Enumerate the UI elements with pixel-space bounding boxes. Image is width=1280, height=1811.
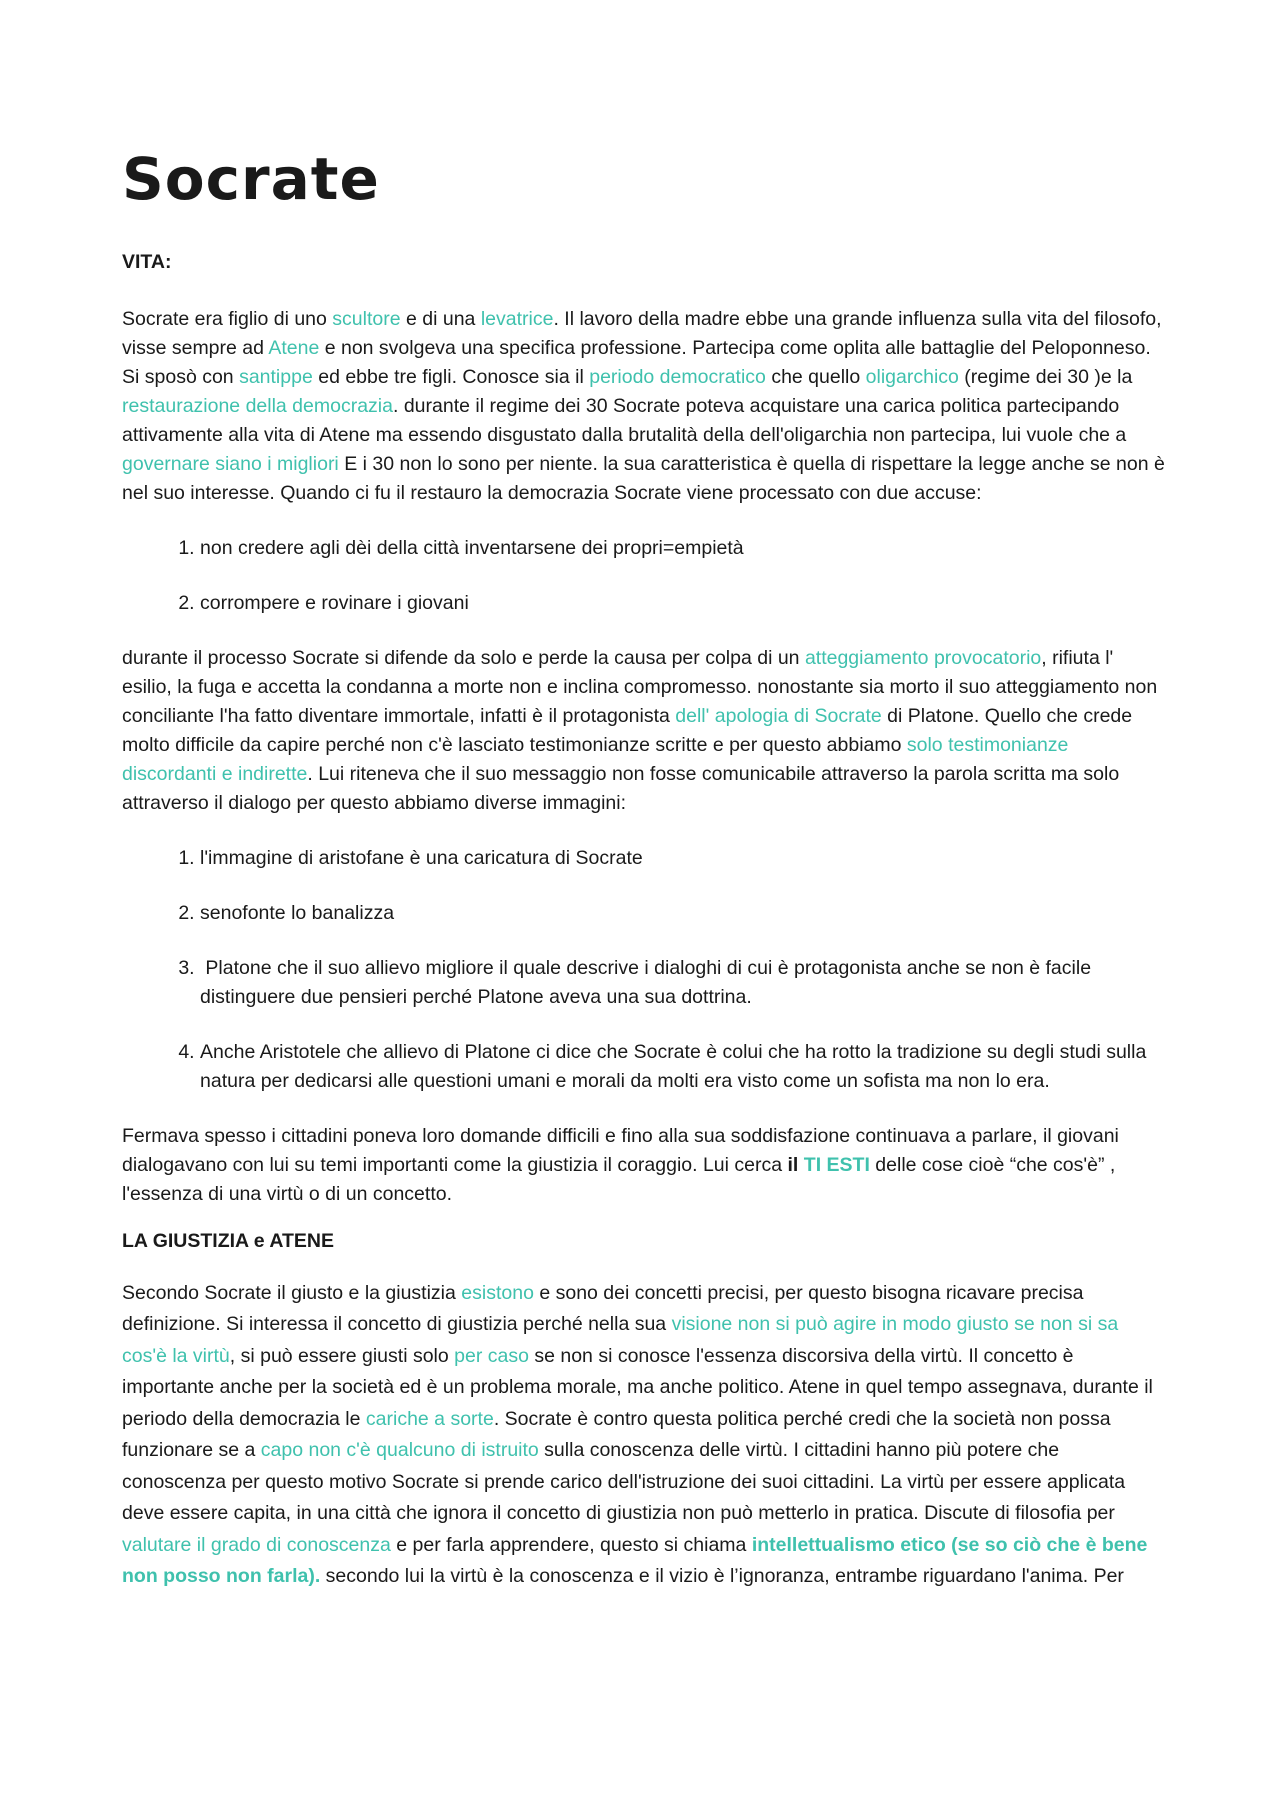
text-run: delle cose cioè “che cos'è” , l'essenza di una virtù o di un concetto. [122, 1153, 1116, 1205]
list-item: 4. Anche Aristotele che allievo di Platone ci dice che Socrate è colui che ha rotto la tradizione su degli studi sulla natura per dedicarsi alle questioni umani e morali da molti era visto come un sofista ma non lo era. [200, 1038, 1168, 1096]
text-run: se non si conosce l'essenza discorsiva della virtù. Il concetto è importante anche per la società ed è un problema morale, ma anche politico. Atene in quel tempo assegnava, durante il periodo della democrazia le [122, 1344, 1153, 1430]
document-title: Socrate [122, 145, 380, 213]
text-run: . Il lavoro della madre ebbe una grande influenza sulla vita del filosofo, visse sempre ad [122, 307, 1162, 359]
text-run: Socrate era figlio di uno [122, 307, 333, 330]
text-run: di Platone. Quello che crede molto difficile da capire perché non c'è lasciato testimonianze scritte e per questo abbiamo [122, 704, 1133, 756]
text-run: e non svolgeva una specifica professione. Partecipa come oplita alle battaglie del Peloponneso. Si sposò con [122, 336, 1151, 388]
list-item: 3. Platone che il suo allievo migliore il quale descrive i dialoghi di cui è protagonista anche se non è facile distinguere due pensieri perché Platone aveva una sua dottrina. [200, 954, 1168, 1012]
text-run: E i 30 non lo sono per niente. la sua caratteristica è quella di rispettare la legge anche se non è nel suo interesse. Quando ci fu il restauro la democrazia Socrate viene processato con due accuse: [122, 452, 1165, 504]
immagini-list [122, 844, 1168, 1096]
highlight-text: per caso [454, 1344, 529, 1367]
highlight-text: periodo democratico [589, 365, 766, 388]
text-run: secondo lui la virtù è la conoscenza e il vizio è l’ignoranza, entrambe riguardano l'anima. Per [320, 1565, 1124, 1588]
highlight-text: restaurazione della democrazia [122, 394, 393, 417]
highlight-text: oligarchico [865, 365, 959, 388]
section-heading-vita: VITA: [122, 250, 172, 273]
text-run: . Socrate è contro questa politica perché credi che la società non possa funzionare se a [122, 1407, 1111, 1462]
text-run: e di una [400, 307, 481, 330]
text-run: . durante il regime dei 30 Socrate poteva acquistare una carica politica partecipando attivamente alla vita di Atene ma essendo disgustato dalla brutalità della dell'oligarchia non partecipa, lui vuole che a [122, 394, 1127, 446]
text-run: sulla conoscenza delle virtù. I cittadini hanno più potere che conoscenza per questo motivo Socrate si prende carico dell'istruzione dei suoi cittadini. La virtù per essere applicata deve essere capita, in una città che ignora il concetto di giustizia non può metterlo in pratica. Discute di filosofia per [122, 1439, 1126, 1525]
section-heading-giustizia: LA GIUSTIZIA e ATENE [122, 1229, 334, 1252]
text-run: Fermava spesso i cittadini poneva loro domande difficili e fino alla sua soddisfazione continuava a parlare, il giovani dialogavano con lui su temi importanti come la giustizia il coraggio. Lui cerca [122, 1124, 1119, 1176]
highlight-bold-text: intellettualismo etico (se so ciò che è bene non posso non farla). [122, 1533, 1148, 1588]
bold-text: il [787, 1153, 799, 1176]
accuse-list [122, 534, 1168, 618]
paragraph-giustizia [122, 1278, 1168, 1593]
list-item: 2. senofonte lo banalizza [200, 899, 1168, 928]
highlight-text: levatrice [480, 307, 554, 330]
paragraph-vita [122, 305, 1168, 508]
paragraph-ti-esti [122, 1122, 1168, 1209]
highlight-text: dell' apologia di Socrate [675, 704, 882, 727]
text-run: Secondo Socrate il giusto e la giustizia [122, 1281, 462, 1304]
paragraph-processo [122, 644, 1168, 818]
highlight-text: atteggiamento provocatorio [804, 646, 1042, 669]
highlight-text: Atene [268, 336, 320, 359]
list-item: 1. non credere agli dèi della città inventarsene dei propri=empietà [200, 534, 1168, 563]
highlight-text: governare siano i migliori [122, 452, 339, 475]
text-run: . Lui riteneva che il suo messaggio non fosse comunicabile attraverso la parola scritta ma solo attraverso il dialogo per questo abbiamo diverse immagini: [122, 762, 1120, 814]
highlight-text: solo testimonianze discordanti e indirette [122, 733, 1069, 785]
highlight-text: capo non c'è qualcuno di istruito [260, 1439, 539, 1462]
list-item: 2. corrompere e rovinare i giovani [200, 589, 1168, 618]
text-run: (regime dei 30 )e la [958, 365, 1133, 388]
text-run: che quello [765, 365, 866, 388]
highlight-text: visione non si può agire in modo giusto se non si sa cos'è la virtù [122, 1313, 1119, 1367]
highlight-text: valutare il grado di conoscenza [122, 1533, 391, 1556]
text-run: durante il processo Socrate si difende da solo e perde la causa per colpa di un [122, 646, 805, 669]
text-run: ed ebbe tre figli. Conosce sia il [312, 365, 590, 388]
highlight-text: santippe [239, 365, 313, 388]
text-run: , si può essere giusti solo [229, 1344, 455, 1367]
highlight-text: scultore [332, 307, 401, 330]
list-item: 1. l'immagine di aristofane è una caricatura di Socrate [200, 844, 1168, 873]
text-run: e per farla apprendere, questo si chiama [390, 1533, 752, 1556]
text-run: e sono dei concetti precisi, per questo bisogna ricavare precisa definizione. Si interessa il concetto di giustizia perché nella sua [122, 1281, 1084, 1336]
highlight-bold-text: TI ESTI [803, 1153, 870, 1176]
text-run: , rifiuta l' esilio, la fuga e accetta la condanna a morte non e inclina compromesso. nonostante sia morto il suo atteggiamento non conciliante l'ha fatto diventare immortale, infatti è il protagonista [122, 646, 1158, 727]
highlight-text: esistono [461, 1281, 534, 1304]
highlight-text: cariche a sorte [365, 1407, 494, 1430]
